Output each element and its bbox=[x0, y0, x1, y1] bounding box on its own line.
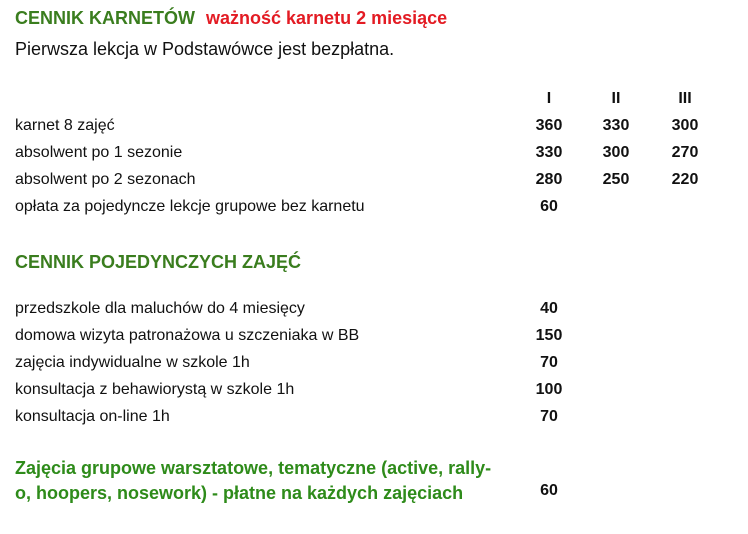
price-value: 300 bbox=[602, 144, 630, 161]
section-title: CENNIK POJEDYNCZYCH ZAJĘĆ bbox=[15, 252, 302, 272]
row-label: zajęcia indywidualne w szkole 1h bbox=[15, 354, 250, 371]
price-value: 70 bbox=[540, 354, 558, 371]
price-value: 40 bbox=[540, 300, 558, 317]
group-workshop-description: Zajęcia grupowe warsztatowe, tematyczne (active, rally-o, hoopers, nosework) - płatne na każdych zajęciach bbox=[15, 458, 492, 503]
validity-note: ważność karnetu 2 miesiące bbox=[206, 8, 448, 28]
price-value: 330 bbox=[535, 144, 563, 161]
row-label: konsultacja z behawiorystą w szkole 1h bbox=[15, 381, 295, 398]
row-label: opłata za pojedyncze lekcje grupowe bez karnetu bbox=[15, 198, 365, 215]
column-header-1: I bbox=[546, 90, 552, 107]
subtitle: Pierwsza lekcja w Podstawówce jest bezpłatna. bbox=[15, 39, 395, 59]
row-label: przedszkole dla maluchów do 4 miesięcy bbox=[15, 300, 305, 317]
price-value: 280 bbox=[535, 171, 563, 188]
price-value: 360 bbox=[535, 117, 563, 134]
row-label: karnet 8 zajęć bbox=[15, 117, 115, 134]
price-value: 250 bbox=[602, 171, 630, 188]
price-value: 100 bbox=[535, 381, 563, 398]
row-label: absolwent po 1 sezonie bbox=[15, 144, 183, 161]
column-header-2: II bbox=[611, 90, 621, 107]
price-value: 330 bbox=[602, 117, 630, 134]
price-value: 70 bbox=[540, 408, 558, 425]
header-title-line bbox=[15, 8, 447, 29]
group-workshop-price: 60 bbox=[540, 482, 558, 499]
price-value: 300 bbox=[671, 117, 699, 134]
price-value: 270 bbox=[671, 144, 699, 161]
column-header-3: III bbox=[678, 90, 692, 107]
price-value: 220 bbox=[671, 171, 699, 188]
row-label: absolwent po 2 sezonach bbox=[15, 171, 196, 188]
pricing-title: CENNIK KARNETÓW bbox=[15, 8, 195, 28]
price-value: 150 bbox=[535, 327, 563, 344]
price-value: 60 bbox=[540, 198, 558, 215]
row-label: konsultacja on-line 1h bbox=[15, 408, 170, 425]
row-label: domowa wizyta patronażowa u szczeniaka w BB bbox=[15, 327, 360, 344]
